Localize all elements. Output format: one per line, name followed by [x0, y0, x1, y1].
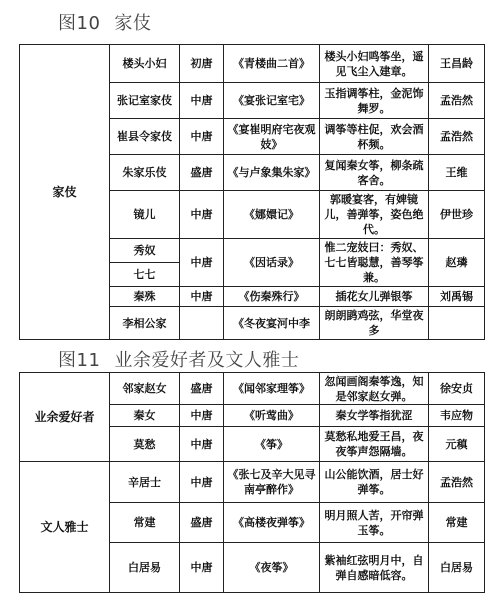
work-cell: 《宴张记室宅》	[224, 83, 320, 119]
author-cell: 孟浩然	[429, 462, 485, 503]
era-cell: 中唐	[180, 427, 224, 462]
category-cell: 业余爱好者	[20, 373, 110, 462]
person-cell: 朱家乐伎	[110, 155, 180, 191]
content-cell: 莫愁私地爱王昌，夜夜筝声怨隔墙。	[320, 427, 429, 462]
person-cell: 楼头小妇	[110, 45, 180, 83]
content-cell: 惟二宠妓曰：秀奴、七七皆聪慧，善琴筝兼。	[320, 239, 429, 287]
work-cell: 《与卢象集朱家》	[224, 155, 320, 191]
person-cell: 镜儿	[110, 191, 180, 239]
figure-11-title: 业余爱好者及文人雅士	[114, 350, 300, 371]
author-cell: 孟浩然	[429, 83, 485, 119]
work-cell: 《听莺曲》	[224, 405, 320, 427]
content-cell: 玉指调筝柱，金泥饰舞罗。	[320, 83, 429, 119]
person-cell: 秀奴	[110, 239, 180, 263]
era-cell: 盛唐	[180, 373, 224, 405]
era-cell: 中唐	[180, 287, 224, 307]
author-cell: 白居易	[429, 543, 485, 593]
person-cell: 邻家赵女	[110, 373, 180, 405]
content-cell: 忽闻画阁秦筝逸，知是邻家赵女弹。	[320, 373, 429, 405]
era-cell: 盛唐	[180, 503, 224, 543]
figure-10-label: 图10	[58, 13, 101, 34]
era-cell: 中唐	[180, 462, 224, 503]
author-cell: 王昌龄	[429, 45, 485, 83]
person-cell: 白居易	[110, 543, 180, 593]
author-cell: 徐安贞	[429, 373, 485, 405]
author-cell: 赵璘	[429, 239, 485, 287]
figure-11-label: 图11	[58, 350, 101, 371]
author-cell: 韦应物	[429, 405, 485, 427]
era-cell: 中唐	[180, 239, 224, 287]
table-row	[20, 373, 485, 405]
era-cell: 中唐	[180, 543, 224, 593]
era-cell: 初唐	[180, 45, 224, 83]
work-cell: 《伤秦殊行》	[224, 287, 320, 307]
work-cell: 《娜嬛记》	[224, 191, 320, 239]
person-cell: 秦殊	[110, 287, 180, 307]
work-cell: 《张七及辛大见寻南亭醉作》	[224, 462, 320, 503]
work-cell: 《闻邻家理筝》	[224, 373, 320, 405]
work-cell: 《青楼曲二首》	[224, 45, 320, 83]
era-cell	[180, 307, 224, 340]
person-cell: 崔县令家伎	[110, 119, 180, 155]
content-cell: 郭暖宴客，有婢镜儿，善弹筝，姿色绝代。	[320, 191, 429, 239]
content-cell: 插花女儿弹银筝	[320, 287, 429, 307]
person-cell: 秦女	[110, 405, 180, 427]
era-cell: 中唐	[180, 119, 224, 155]
table-row	[20, 462, 485, 503]
era-cell: 中唐	[180, 83, 224, 119]
category-cell: 家伎	[20, 45, 110, 340]
person-cell: 莫愁	[110, 427, 180, 462]
figure-10-caption	[58, 9, 151, 35]
era-cell: 盛唐	[180, 155, 224, 191]
content-cell: 秦女学筝指犹涩	[320, 405, 429, 427]
work-cell: 《高楼夜弹筝》	[224, 503, 320, 543]
person-cell: 辛居士	[110, 462, 180, 503]
figure-10-table	[19, 44, 485, 340]
work-cell: 《宴崔明府宅夜观妓》	[224, 119, 320, 155]
table-row	[20, 45, 485, 83]
author-cell	[429, 307, 485, 340]
author-cell: 刘禹锡	[429, 287, 485, 307]
person-cell: 李相公家	[110, 307, 180, 340]
author-cell: 常建	[429, 503, 485, 543]
content-cell: 楼头小妇鸣筝坐，遥见飞尘入建章。	[320, 45, 429, 83]
person-cell: 张记室家伎	[110, 83, 180, 119]
figure-11-caption	[58, 346, 299, 372]
work-cell: 《因话录》	[224, 239, 320, 287]
figure-10-title: 家伎	[114, 13, 152, 34]
figure-11-table	[19, 372, 485, 593]
work-cell: 《筝》	[224, 427, 320, 462]
content-cell: 调筝等柱促，欢会酒杯频。	[320, 119, 429, 155]
content-cell: 明月照人苦，开帘弹玉筝。	[320, 503, 429, 543]
author-cell: 王维	[429, 155, 485, 191]
content-cell: 山公能饮酒，居士好弹筝。	[320, 462, 429, 503]
era-cell: 中唐	[180, 405, 224, 427]
work-cell: 《冬夜宴河中李	[224, 307, 320, 340]
author-cell: 元稹	[429, 427, 485, 462]
person-cell: 七七	[110, 263, 180, 287]
work-cell: 《夜筝》	[224, 543, 320, 593]
era-cell: 中唐	[180, 191, 224, 239]
category-cell: 文人雅士	[20, 462, 110, 593]
author-cell: 伊世珍	[429, 191, 485, 239]
content-cell: 朗朗鹍鸡弦，华堂夜多	[320, 307, 429, 340]
content-cell: 紫袖红弦明月中，自弹自感暗低容。	[320, 543, 429, 593]
content-cell: 复闻秦女筝，柳条疏客舍。	[320, 155, 429, 191]
author-cell: 孟浩然	[429, 119, 485, 155]
person-cell: 常建	[110, 503, 180, 543]
